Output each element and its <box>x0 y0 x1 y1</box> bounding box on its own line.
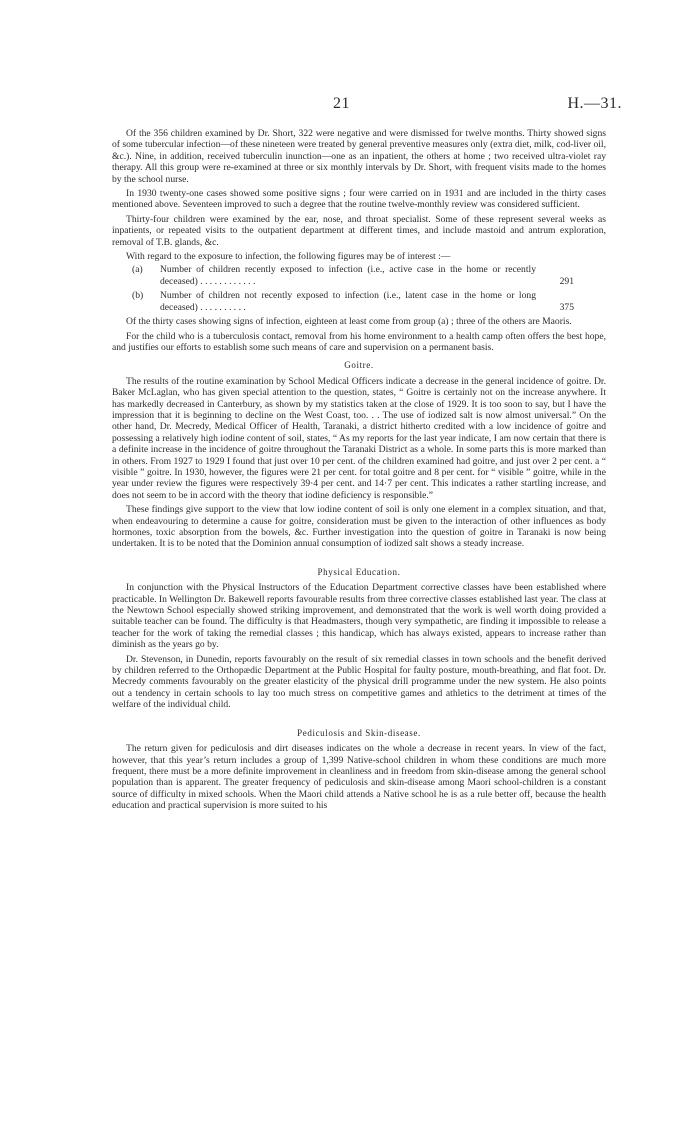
paragraph: For the child who is a tuberculosis contact, removal from his home environment to a health camp often offers the best hope, and justifies our efforts to establish some such means of care and supervision on a permanent basis. <box>112 330 606 353</box>
list-marker: (a) <box>132 264 143 276</box>
exposure-list-item-a <box>112 264 606 287</box>
body-text <box>112 128 606 815</box>
section-heading-pediculosis: Pediculosis and Skin-disease. <box>297 727 421 738</box>
page-number: 21 <box>333 95 350 112</box>
list-value: 291 <box>559 275 574 287</box>
paragraph: The results of the routine examination by School Medical Officers indicate a decrease in the general incidence of goitre. Dr. Baker McLaglan, who has given special attention to the question, states, “ Goitre is certainly not on the increase anywhere. It has markedly decreased in Canterbury, as shown by my statistics taken at the close of 1929. It is too soon to say, but I have the impression that it is beginning to decline on the West Coast, too. . . The use of iodized salt is now almost universal.” On the other hand, Dr. Mecredy, Medical Officer of Health, Taranaki, a district hitherto credited with a low incidence of goitre and possessing a relatively high iodine content of soil, states, “ As my reports for the last year indicate, I am now certain that there is a definite increase in the incidence of goitre throughout the Taranaki District as a whole. In some parts this is more marked than in others. From 1927 to 1929 I found that just over 10 per cent. of the children examined had goitre, and just over 2 per cent. a “ visible ” goitre. In 1930, however, the figures were 21 per cent. for total goitre and 8 per cent. for “ visible ” goitre, while in the year under review the figures were respectively 39·4 per cent. and 14·7 per cent. This indicates a rather startling increase, and does not seem to be in accord with the theory that iodine deficiency is responsible.” <box>112 375 606 501</box>
paragraph: Dr. Stevenson, in Dunedin, reports favourably on the result of six remedial classes in town schools and the benefit derived by children referred to the Orthopædic Department at the Public Hospital for faulty posture, mouth-breathing, and flat foot. Dr. Mecredy comments favourably on the greater elasticity of the physical drill programme under the new system. He also points out a tendency in certain schools to lay too much stress on competitive games and athletics to the detriment at times of the welfare of the individual child. <box>112 653 606 711</box>
paragraph: Thirty-four children were examined by the ear, nose, and throat specialist. Some of these represent several weeks as inpatients, or repeated visits to the outpatient department at different times, and include mastoid and antrum exploration, removal of T.B. glands, &c. <box>112 213 606 248</box>
page-header <box>0 95 700 118</box>
paragraph: In conjunction with the Physical Instructors of the Education Department corrective classes have been established where practicable. In Wellington Dr. Bakewell reports favourable results from three corrective classes established last year. The class at the Newtown School especially showed striking improvement, and demonstrated that the work is well worth doing provided a suitable teacher can be found. The difficulty is that Headmasters, though very sympathetic, are finding it impossible to release a teacher for the work of taking the remedial classes ; this handicap, which has always existed, appears to increase rather than diminish as the years go by. <box>112 582 606 651</box>
list-text: Number of children not recently exposed to infection (i.e., latent case in the home or long deceased) . . . . . . . . . . <box>160 290 536 313</box>
paragraph: Of the 356 children examined by Dr. Short, 322 were negative and were dismissed for twelve months. Thirty showed signs of some tubercular infection—of these nineteen were treated by general preventive measures only (extra diet, milk, cod-liver oil, &c.). Nine, in addition, received tuberculin inunction—one as an inpatient, the others at home ; two received ultra-violet ray therapy. All this group were re-examined at three or six monthly intervals by Dr. Short, with frequent visits made to the homes by the school nurse. <box>112 128 606 185</box>
paragraph: The return given for pediculosis and dirt diseases indicates on the whole a decrease in recent years. In view of the fact, however, that this year’s return includes a group of 1,399 Native-school children in whom these conditions are much more frequent, there must be a more definite improvement in cleanliness and in freedom from skin-disease among the general school population than is apparent. The greater frequency of pediculosis and skin-disease among Maori school-children is a constant source of difficulty in mixed schools. When the Maori child attends a Native school he is as a rule better off, because the health education and practical supervision is more suited to his <box>112 743 606 812</box>
paragraph: With regard to the exposure to infection, the following figures may be of interest :— <box>126 251 451 263</box>
section-heading-goitre: Goitre. <box>344 360 374 371</box>
paragraph: These findings give support to the view that low iodine content of soil is only one element in a complex situation, and that, when endeavouring to determine a cause for goitre, consideration must be given to the interaction of other influences as body hormones, toxic absorption from the bowels, &c. Further investigation into the question of goitre in Taranaki is now being undertaken. It is to be noted that the Dominion annual consumption of iodized salt shows a steady increase. <box>112 504 606 550</box>
paragraph: In 1930 twenty-one cases showed some positive signs ; four were carried on in 1931 and are included in the thirty cases mentioned above. Seventeen improved to such a degree that the routine twelve-monthly review was considered sufficient. <box>112 188 606 211</box>
exposure-list-item-b <box>112 290 606 313</box>
paragraph: Of the thirty cases showing signs of infection, eighteen at least come from group (a) ; three of the others are Maoris. <box>126 316 572 328</box>
list-value: 375 <box>559 301 574 313</box>
list-text: Number of children recently exposed to infection (i.e., active case in the home or recently deceased) . . . . . . . . . . . . <box>160 264 536 287</box>
document-reference: H.—31. <box>567 95 622 112</box>
list-marker: (b) <box>132 290 144 302</box>
section-heading-physical-education: Physical Education. <box>317 566 401 577</box>
